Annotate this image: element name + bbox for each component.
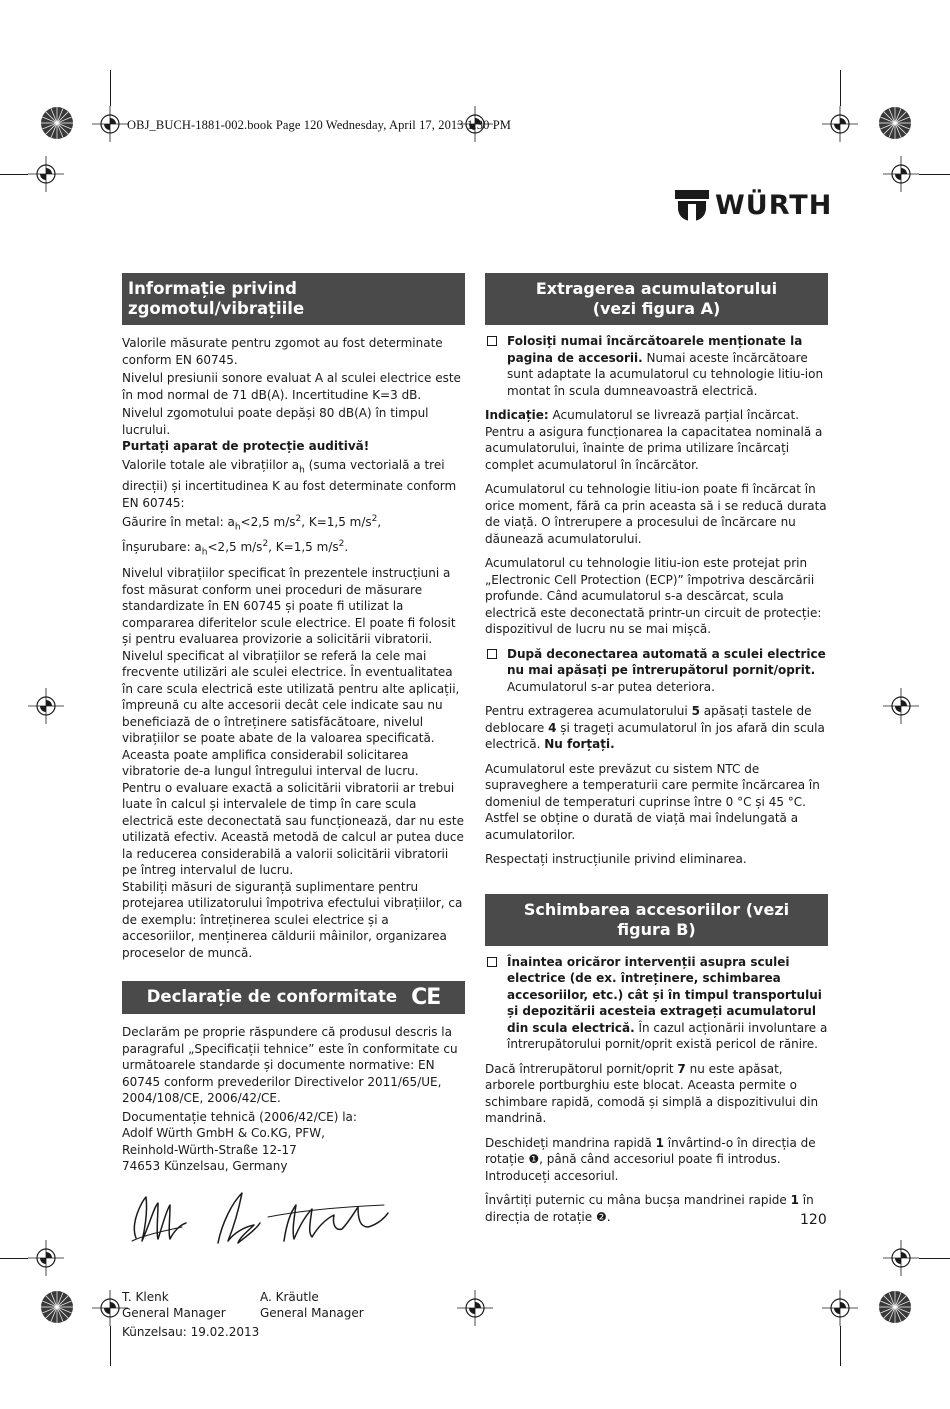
battery-p3: Acumulatorul cu tehnologie litiu-ion este protejat prin „Electronic Cell Protection (ECP)” împotriva descărcării profunde. Când acumulatorul s-a descărcat, scula electrică este deconectată printr-un circuit de protecție: dispozitivul de lucru nu se mai mișcă. [485, 556, 822, 636]
ce-mark-icon: CE [411, 985, 441, 1011]
accessories-bullet-1-text: În cazul acționării involuntare a întrerupătorului pornit/oprit există pericol de rănire. [507, 1020, 828, 1051]
print-rosette-icon [40, 106, 74, 140]
screw-end: . [344, 540, 349, 555]
battery-p6: Respectați instrucțiunile privind eliminarea. [485, 852, 747, 866]
signature-klenk [124, 1183, 204, 1253]
noise-p7: Pentru o evaluare exactă a solicitării vibratorii ar trebui luate în calcul și intervalele de timp în care scula electrică este deconectată sau funcționează, dar nu este utilizată efectiv. Această metodă de calcul ar putea duce la reducerea considerabilă a valorii solicitării vibratorii pe întreg intervalul de lucru. [122, 780, 464, 878]
registration-mark-icon [92, 106, 128, 142]
page-number: 120 [800, 1212, 827, 1228]
signature-kraeutle [208, 1183, 398, 1253]
wurth-logo-icon [675, 190, 709, 224]
right-column [485, 273, 828, 1225]
battery-ref-4: 4 [548, 720, 557, 735]
battery-bullet-1-bold: Folosiți numai încărcătoarele menționate la pagina de accesorii. [507, 334, 803, 365]
vibration-subscript: h [299, 464, 305, 475]
accessories-p3-text: Învârtiți puternic cu mâna bucșa mandrinei rapide [485, 1193, 791, 1207]
noise-warning: Purtați aparat de protecție auditivă! [122, 439, 370, 453]
note-label: Indicație: [485, 408, 549, 422]
vibration-intro [122, 457, 465, 512]
vibration-drilling [122, 511, 465, 536]
conformity-heading [122, 981, 465, 1014]
vibration-intro-text: Valorile totale ale vibrațiilor a [122, 457, 300, 472]
noise-p2: Nivelul presiunii sonore evaluat A al sculei electrice este în mod normal de 71 dB(A). Incertitudine K=3 dB. [122, 371, 461, 402]
accessories-p2-text: Deschideți mandrina rapidă [485, 1135, 656, 1150]
noise-p5: Nivelul vibrațiilor specificat în prezentele instrucțiuni a fost măsurat conform unei proceduri de măsurare standardizate în EN 60745 și poate fi utilizat la compararea diferitelor scule electrice. El poate fi folosit și pentru evaluarea provizorie a solicitării vibratorii. [122, 566, 456, 647]
note-text: Acumulatorul se livrează parțial încărcat. Pentru a asigura funcționarea la capacitatea nominală a acumulatorului, înainte de prima utilizare încărcați complet acumulatorul în încărcător. [485, 408, 823, 472]
battery-section [485, 333, 828, 868]
rotation-direction-2-icon: ❷ [595, 1209, 607, 1224]
signers [122, 1289, 465, 1322]
accessories-ref-1: 1 [655, 1135, 664, 1150]
conformity-p1: Declarăm pe proprie răspundere că produsul descris la paragraful „Specificații tehnice” este în conformitate cu următoarele standarde și documente normative: EN 60745 conform prevederilor Directivelor 2011/65/UE, 2004/108/CE, 2006/42/CE. [122, 1025, 458, 1106]
registration-mark-icon [883, 1240, 919, 1276]
vibration-screwing [122, 536, 465, 561]
battery-p4-text: Pentru extragerea acumulatorului [485, 704, 692, 718]
drill-end: , [377, 515, 382, 530]
accessories-p3 [485, 1192, 828, 1225]
accessories-p2 [485, 1135, 828, 1185]
screw-text: Înșurubare: a [122, 540, 202, 555]
signer-2-name: A. Kräutle [260, 1289, 319, 1304]
battery-p5: Acumulatorul este prevăzut cu sistem NTC de supraveghere a temperaturii care permite încărcarea în domeniul de temperaturi cuprinse între 0 °C și 45 °C. Astfel se obține o durată de viață mai îndelungată a acumulatorilor. [485, 761, 820, 842]
registration-mark-icon [28, 688, 64, 724]
place-date: Künzelsau: 19.02.2013 [122, 1324, 260, 1339]
crop-line [0, 1258, 28, 1259]
battery-bullet-2 [485, 646, 828, 696]
drill-sup-2: 2 [371, 514, 378, 525]
drill-text: Găurire în metal: a [122, 515, 235, 530]
crop-line [919, 1258, 950, 1259]
vibration-intro-text-2: (suma vectorială a trei direcții) și incertitudinea K au fost determinate conform EN 60745: [122, 457, 457, 510]
conformity-heading-text: Declarație de conformitate [146, 987, 398, 1007]
battery-bullet-2-bold: După deconectarea automată a sculei electrice nu mai apăsați pe întrerupătorul pornit/oprit. [507, 646, 826, 677]
conformity-section [122, 1024, 465, 1340]
bullet-square-icon [487, 336, 497, 346]
accessories-ref-1b: 1 [790, 1193, 799, 1207]
battery-bullet-1 [485, 333, 828, 399]
crop-line [110, 70, 111, 106]
noise-vibration-heading: Informație privind zgomotul/vibrațiile [122, 273, 465, 325]
wurth-logo-text: WÜRTH [715, 190, 833, 221]
signer-2 [260, 1289, 398, 1322]
rotation-direction-1-icon: ❶ [528, 1152, 540, 1166]
screw-k: , K=1,5 m/s [268, 540, 339, 555]
drill-k: , K=1,5 m/s [301, 515, 372, 530]
battery-bullet-2-text: Acumulatorul s-ar putea deteriora. [507, 679, 715, 694]
crop-line [840, 70, 841, 106]
wurth-logo [675, 188, 835, 226]
accessories-section [485, 954, 828, 1226]
print-rosette-icon [878, 1290, 912, 1324]
battery-note [485, 407, 828, 473]
registration-mark-icon [28, 1240, 64, 1276]
accessories-bullet-1 [485, 954, 828, 1053]
registration-mark-icon [28, 156, 64, 192]
drill-sub: h [234, 522, 241, 533]
noise-p1: Valorile măsurate pentru zgomot au fost determinate conform EN 60745. [122, 336, 443, 367]
crop-line [919, 174, 950, 175]
signer-1-name: T. Klenk [122, 1289, 169, 1304]
registration-mark-icon [822, 1290, 858, 1326]
battery-p4 [485, 703, 828, 753]
tech-doc-line-2: Adolf Würth GmbH & Co.KG, PFW, [122, 1126, 325, 1141]
battery-removal-heading: Extragerea acumulatorului (vezi figura A) [485, 273, 828, 325]
accessories-p1 [485, 1061, 828, 1127]
battery-bullet-1-text: Numai aceste încărcătoare sunt adaptate la acumulatorul cu tehnologie litiu-ion montat în scula dumneavoastră electrică. [507, 350, 824, 398]
battery-p4-warning: Nu forțați. [544, 737, 615, 751]
noise-section [122, 335, 465, 961]
signer-1-title: General Manager [122, 1306, 226, 1321]
accessories-bullet-1-bold: Înaintea oricăror intervenții asupra sculei electrice (de ex. întreținere, schimbarea accesoriilor, etc.) cât și în timpul transportului și depozitării acesteia extrageți acumulatorul din scula electrică. [507, 954, 822, 1035]
screw-sub: h [201, 547, 208, 558]
battery-p4-text-3: și trageți acumulatorul în jos afară din scula electrică. [485, 720, 825, 751]
battery-p4-text-2: apăsați tastele de deblocare [485, 704, 812, 735]
file-header-line: OBJ_BUCH-1881-002.book Page 120 Wednesday, April 17, 2013 1:30 PM [127, 118, 511, 132]
bullet-square-icon [487, 957, 497, 967]
left-column [122, 273, 465, 1340]
signatures [122, 1183, 465, 1263]
accessory-change-heading: Schimbarea accesoriilor (vezi figura B) [485, 894, 828, 946]
tech-doc-line-1: Documentație tehnică (2006/42/CE) la: [122, 1109, 357, 1124]
accessories-p1-text-2: nu este apăsat, arborele portburghiu este blocat. Aceasta permite o schimbare rapidă, comodă și simplă a dispozitivului din mandrină. [485, 1061, 819, 1125]
tech-doc-line-4: 74653 Künzelsau, Germany [122, 1159, 288, 1174]
accessories-p3-text-2: în direcția de rotație [485, 1193, 814, 1224]
crop-line [840, 1326, 841, 1366]
tech-doc-line-3: Reinhold-Würth-Straße 12-17 [122, 1142, 297, 1157]
accessories-p3-text-3: . [606, 1209, 611, 1224]
signer-1 [122, 1289, 260, 1322]
print-rosette-icon [878, 106, 912, 140]
registration-mark-icon [883, 156, 919, 192]
print-rosette-icon [40, 1290, 74, 1324]
crop-line [110, 1326, 111, 1366]
accessories-p2-text-3: , până când accesoriul poate fi introdus. Introduceți accesoriul. [485, 1152, 781, 1183]
noise-p3: Nivelul zgomotului poate depăși 80 dB(A) în timpul lucrului. [122, 406, 429, 437]
battery-ref-5: 5 [691, 704, 700, 718]
accessories-p1-text: Dacă întrerupătorul pornit/oprit [485, 1061, 678, 1076]
battery-p2: Acumulatorul cu tehnologie litiu-ion poate fi încărcat în orice moment, fără ca prin aceasta să i se reducă durata de viață. O întrerupere a procesului de încărcare nu dăunează acumulatorului. [485, 482, 827, 546]
signer-2-title: General Manager [260, 1306, 364, 1321]
accessories-p2-text-2: învârtind-o în direcția de rotație [485, 1135, 816, 1166]
noise-p6: Nivelul specificat al vibrațiilor se referă la cele mai frecvente utilizări ale sculei electrice. În eventualitatea în care scula electrică este utilizată pentru alte aplicații, împreună cu alte accesorii decât cele indicate sau nu beneficiază de o întreținere satisfăcătoare, nivelul vibrațiilor se poate abate de la valoarea specificată. Aceasta poate amplifica considerabil solicitarea vibratorie de-a lungul întregului interval de lucru. [122, 648, 460, 779]
screw-sup: 2 [262, 539, 269, 550]
drill-sup: 2 [295, 514, 302, 525]
drill-value: <2,5 m/s [240, 515, 296, 530]
bullet-square-icon [487, 649, 497, 659]
registration-mark-icon [822, 106, 858, 142]
accessories-ref-7: 7 [677, 1061, 686, 1076]
registration-mark-icon [883, 688, 919, 724]
screw-sup-2: 2 [338, 539, 345, 550]
noise-p8: Stabiliți măsuri de siguranță suplimentare pentru protejarea utilizatorului împotriva efectului vibrațiilor, ca de exemplu: întreținerea sculei electrice și a accesoriilor, menținerea căldurii mâinilor, organizarea proceselor de muncă. [122, 879, 463, 960]
crop-line [0, 174, 28, 175]
screw-value: <2,5 m/s [207, 540, 263, 555]
